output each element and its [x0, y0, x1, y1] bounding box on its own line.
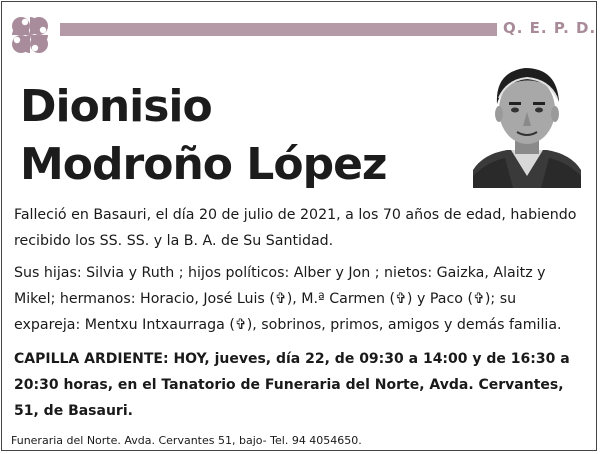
header-bar: [60, 23, 497, 36]
death-notice-paragraph: Falleció en Basauri, el día 20 de julio de 2021, a los 70 años de edad, habiendo recibido los SS. SS. y la B. A. de Su Santidad.: [14, 207, 577, 249]
funeral-home-footer: Funeraria del Norte. Avda. Cervantes 51, bajo- Tel. 94 4054650.: [11, 434, 362, 447]
qepd-label: Q. E. P. D.: [503, 19, 597, 37]
portrait-photo: [473, 58, 581, 188]
chapel-paragraph: CAPILLA ARDIENTE: HOY, jueves, día 22, de 09:30 a 14:00 y de 16:30 a 20:30 horas, en el Tanatorio de Funeraria del Norte, Avda. Cervantes, 51, de Basauri.: [14, 351, 570, 419]
lauburu-icon: [5, 10, 55, 60]
deceased-surnames: Modroño López: [20, 139, 387, 190]
deceased-first-name: Dionisio: [20, 81, 212, 132]
family-paragraph: Sus hijas: Silvia y Ruth ; hijos políticos: Alber y Jon ; nietos: Gaizka, Alaitz y Mikel; hermanos: Horacio, José Luis (✞), M.ª Carmen (✞) y Paco (✞); su expareja: Mentxu Intxaurraga (✞), sobrinos, primos, amigos y demás familia.: [14, 265, 562, 333]
